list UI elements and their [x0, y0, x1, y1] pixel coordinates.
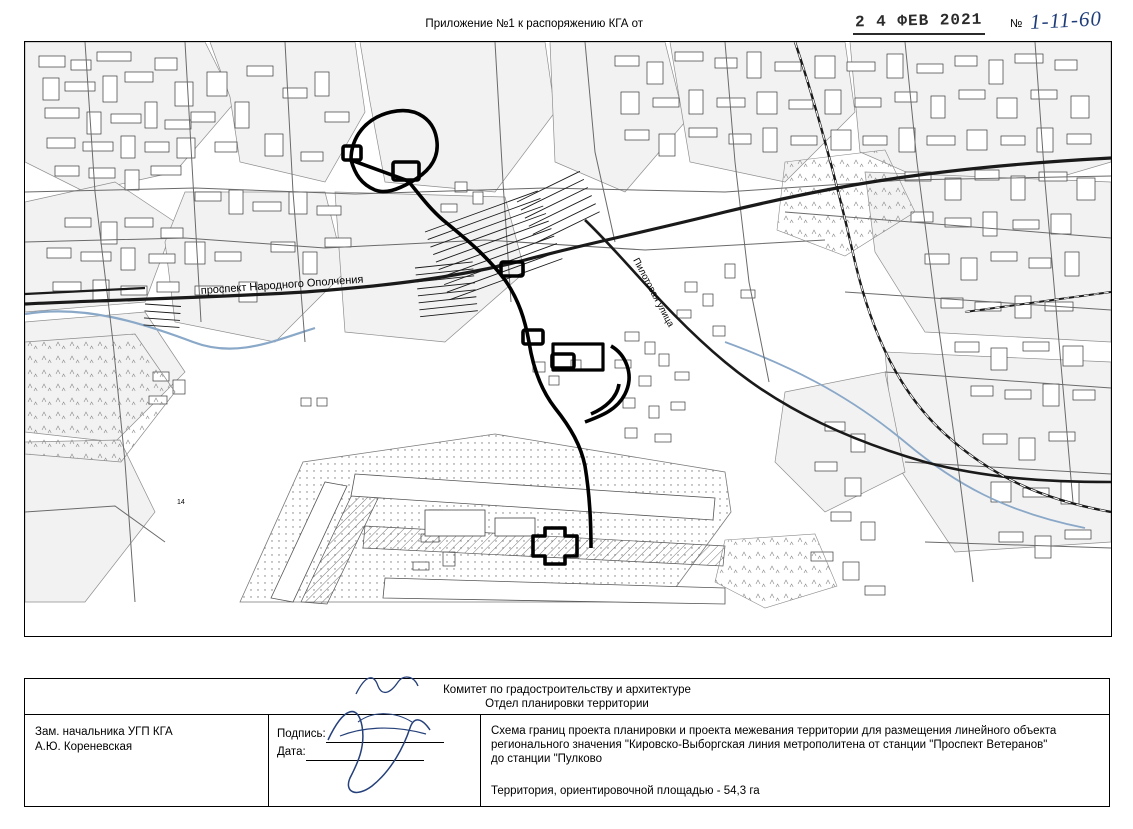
- date-stamp-underline: [853, 33, 985, 35]
- signature-row: [277, 725, 480, 743]
- title-block-organization: [25, 679, 1109, 715]
- official-name: А.Ю. Кореневская: [35, 741, 133, 753]
- map-label-number: 14: [177, 499, 185, 506]
- signature-line[interactable]: [326, 731, 444, 743]
- official-post: Зам. начальника УГП КГА: [35, 726, 173, 738]
- organization-line-2: Отдел планировки территории: [485, 698, 649, 710]
- date-line[interactable]: [306, 749, 424, 761]
- map-canvas: [25, 42, 1111, 636]
- document-header: [0, 0, 1133, 42]
- date-stamp: 2 4 ФЕВ 2021: [854, 10, 983, 32]
- title-block: [24, 678, 1110, 807]
- map-drawing-frame: [24, 41, 1112, 637]
- description-cell: [481, 715, 1109, 806]
- date-label: Дата:: [277, 746, 306, 758]
- date-row: [277, 743, 480, 761]
- number-label: №: [1010, 18, 1023, 30]
- official-cell: [25, 715, 269, 806]
- description-line-2: регионального значения "Кировско-Выборгская линия метрополитена от станции "Проспект Ветеранов": [491, 739, 1048, 751]
- area-line: Территория, ориентировочной площадью - 54,3 га: [491, 785, 760, 797]
- number-value: 1-11-60: [1029, 6, 1103, 34]
- description-line-3: до станции "Пулково: [491, 753, 603, 765]
- map-label-prospekt: проспект Народного Ополчения: [200, 273, 364, 297]
- description-line-1: Схема границ проекта планировки и проекта межевания территории для размещения линейного объекта: [491, 725, 1057, 737]
- map-label-street: Пилотовая улица: [630, 256, 676, 329]
- appendix-reference: Приложение №1 к распоряжению КГА от: [425, 18, 643, 30]
- organization-line-1: Комитет по градостроительству и архитектуре: [443, 684, 691, 696]
- signature-cell: [269, 715, 481, 806]
- signature-label: Подпись:: [277, 728, 326, 740]
